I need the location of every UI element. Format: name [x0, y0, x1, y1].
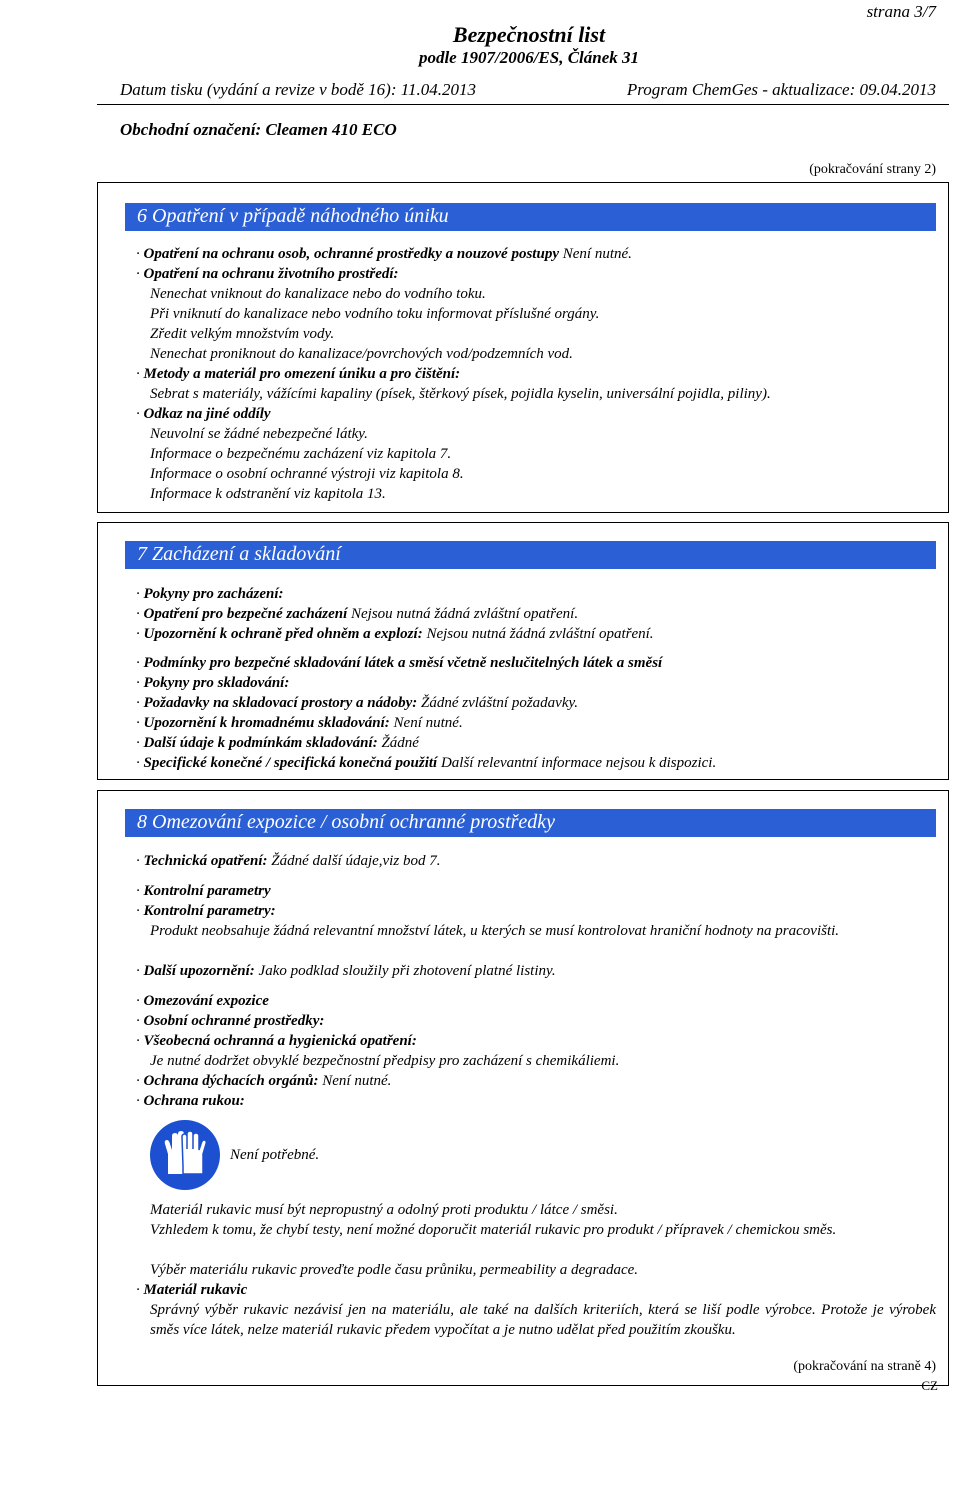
s8-tech: · Technická opatření: Žádné další údaje,viz bod 7. [136, 853, 441, 869]
section-8-title: 8 Omezování expozice / osobní ochranné prostředky [125, 809, 936, 837]
s7-safe: · Opatření pro bezpečné zacházení Nejsou nutná žádná zvláštní opatření. [136, 606, 579, 622]
s8-ctrl2-label: · Kontrolní parametry: [136, 903, 276, 919]
s8-ctrl-label: · Kontrolní parametry [136, 883, 271, 899]
s8-glove-p1: Materiál rukavic musí být nepropustný a odolný proti produktu / látce / směsi. [150, 1202, 618, 1218]
s8-hygiene-text: Je nutné dodržet obvyklé bezpečnostní předpisy pro zacházení s chemikáliemi. [150, 1053, 620, 1069]
s7-further: · Další údaje k podmínkám skladování: Žádné [136, 735, 419, 751]
s8-additional: · Další upozornění: Jako podklad sloužily při zhotovení platné listiny. [136, 963, 556, 979]
s8-glove-p3: Výběr materiálu rukavic proveďte podle času průniku, permeability a degradace. [150, 1262, 639, 1278]
s8-ppe-label: · Osobní ochranné prostředky: [136, 1013, 325, 1029]
gloves-icon [150, 1120, 220, 1190]
section-7-title: 7 Zacházení a skladování [125, 541, 936, 569]
s7-rooms: · Požadavky na skladovací prostory a nádoby: Žádné zvláštní požadavky. [136, 695, 579, 711]
s6-methods-text: Sebrat s materiály, vážícími kapaliny (písek, štěrkový písek, pojidla kyselin, universální pojidla, piliny). [150, 386, 771, 402]
s7-storage-cond: · Podmínky pro bezpečné skladování látek a směsí včetně neslučitelných látek a směsí [136, 655, 663, 671]
s6-methods-label: · Metody a materiál pro omezení úniku a pro čištění: [136, 366, 461, 382]
s8-material-text: Správný výběr rukavic nezávisí jen na materiálu, ale také na dalších kriteriích, která se liší podle výrobce. Protože je výrobek směs více látek, nelze materiál rukavic předem vypočítat a je nutno udělat před použitím zkoušku. [150, 1302, 936, 1338]
s7-end-use: · Specifické konečné / specifická konečná použití Další relevantní informace nejsou k dispozici. [136, 755, 717, 771]
s8-glove-p2: Vzhledem k tomu, že chybí testy, není možné doporučit materiál rukavic pro produkt / přípravek / chemickou směs. [150, 1222, 837, 1238]
s8-ctrl2-text: Produkt neobsahuje žádná relevantní množství látek, u kterých se musí kontrolovat hraniční hodnoty na pracovišti. [150, 923, 840, 939]
header-divider [97, 104, 949, 105]
s6-env-line: Nenechat vniknout do kanalizace nebo do vodního toku. [150, 286, 486, 302]
s6-env-line: Zředit velkým množstvím vody. [150, 326, 335, 342]
s8-respiratory: · Ochrana dýchacích orgánů: Není nutné. [136, 1073, 392, 1089]
s8-hygiene-label: · Všeobecná ochranná a hygienická opatření: [136, 1033, 417, 1049]
trade-name: Obchodní označení: Cleamen 410 ECO [120, 120, 397, 139]
s6-env-line: Nenechat proniknout do kanalizace/povrchových vod/podzemních vod. [150, 346, 573, 362]
continued-from: (pokračování strany 2) [809, 162, 936, 177]
s7-storage-label: · Pokyny pro skladování: [136, 675, 290, 691]
s6-ref-line: Neuvolní se žádné nebezpečné látky. [150, 426, 368, 442]
s7-handling-label: · Pokyny pro zacházení: [136, 586, 284, 602]
s6-ref-line: Informace o bezpečnému zacházení viz kapitola 7. [150, 446, 452, 462]
s6-ref-label: · Odkaz na jiné oddíly [136, 406, 271, 422]
program-version: Program ChemGes - aktualizace: 09.04.2013 [626, 80, 936, 99]
continued-on: (pokračování na straně 4) [793, 1359, 936, 1374]
document-title: Bezpečnostní list [452, 22, 606, 47]
s6-env-line: Při vniknutí do kanalizace nebo vodního toku informovat příslušné orgány. [150, 306, 600, 322]
s6-ref-line: Informace o osobní ochranné výstroji viz kapitola 8. [150, 466, 464, 482]
s6-ref-line: Informace k odstranění viz kapitola 13. [150, 486, 386, 502]
s7-fire: · Upozornění k ochraně před ohněm a explozí: Nejsou nutná žádná zvláštní opatření. [136, 626, 654, 642]
document-subtitle: podle 1907/2006/ES, Článek 31 [418, 48, 640, 67]
s6-personal: · Opatření na ochranu osob, ochranné prostředky a nouzové postupy Není nutné. [136, 246, 632, 262]
page-number: strana 3/7 [866, 2, 936, 21]
language-code: CZ [921, 1378, 938, 1393]
section-6-title: 6 Opatření v případě náhodného úniku [125, 203, 936, 231]
print-date: Datum tisku (vydání a revize v bodě 16): 11.04.2013 [120, 80, 476, 99]
s8-exposure-label: · Omezování expozice [136, 993, 269, 1009]
s6-env-label: · Opatření na ochranu životního prostředí: [136, 266, 399, 282]
s7-common: · Upozornění k hromadnému skladování: Není nutné. [136, 715, 463, 731]
s8-hand-label: · Ochrana rukou: [136, 1093, 245, 1109]
s8-material-label: · Materiál rukavic [136, 1282, 248, 1298]
s8-hand-value: Není potřebné. [230, 1147, 320, 1163]
